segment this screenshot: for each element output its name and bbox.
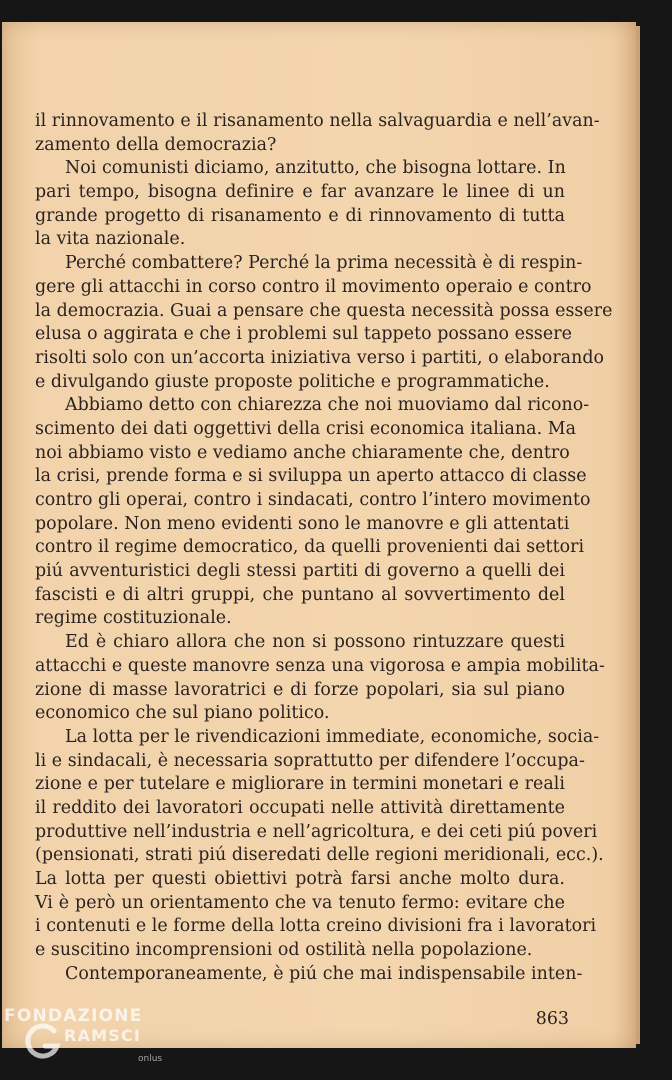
text-line: noi abbiamo visto e vediamo anche chiaramente che, dentro: [35, 442, 570, 463]
text-line: gere gli attacchi in corso contro il movimento operaio e contro: [35, 276, 592, 297]
page-number: 863: [535, 1009, 569, 1029]
text-line: La lotta per questi obiettivi potrà farsi anche molto dura.: [35, 869, 565, 889]
text-line: regime costituzionale.: [35, 608, 232, 629]
text-line: il rinnovamento e il risanamento nella salvaguardia e nell’avan-: [35, 111, 600, 131]
text-line: zamento della democrazia?: [35, 134, 277, 155]
page-edge: [636, 26, 640, 1044]
text-line: Abbiamo detto con chiarezza che noi muoviamo dal ricono-: [65, 395, 590, 416]
watermark-title: FONDAZIONE: [4, 1006, 143, 1026]
text-line: Noi comunisti diciamo, anzitutto, che bisogna lottare. In: [65, 158, 566, 179]
text-line: produttive nell’industria e nell’agricoltura, e dei ceti piú poveri: [35, 821, 598, 842]
text-line: risolti solo con un’accorta iniziativa verso i partiti, o elaborando: [35, 347, 605, 368]
text-line: economico che sul piano politico.: [35, 703, 330, 724]
text-line: grande progetto di risanamento e di rinnovamento di tutta: [35, 205, 565, 226]
watermark-onlus: onlus: [138, 1054, 163, 1064]
text-line: la democrazia. Guai a pensare che questa necessità possa essere: [35, 300, 613, 321]
text-line: la crisi, prende forma e si sviluppa un aperto attacco di classe: [35, 466, 587, 487]
text-line: zione e per tutelare e migliorare in termini monetari e reali: [35, 774, 565, 795]
watermark-subtitle: RAMSCI: [64, 1026, 142, 1045]
text-line: e divulgando giuste proposte politiche e programmatiche.: [35, 371, 550, 392]
text-line: i contenuti e le forme della lotta creino divisioni fra i lavoratori: [35, 916, 597, 937]
text-line: Contemporaneamente, è piú che mai indispensabile inten-: [65, 963, 583, 984]
text-line: fascisti e di altri gruppi, che puntano al sovvertimento del: [35, 584, 565, 605]
text-line: zione di masse lavoratrici e di forze popolari, sia sul piano: [35, 679, 565, 700]
text-line: pari tempo, bisogna definire e far avanzare le linee di un: [35, 182, 565, 203]
text-line: la vita nazionale.: [35, 229, 186, 250]
text-line: scimento dei dati oggettivi della crisi economica italiana. Ma: [35, 418, 577, 439]
text-line: Perché combattere? Perché la prima necessità è di respin-: [65, 253, 583, 274]
text-line: (pensionati, strati piú diseredati delle regioni meridionali, ecc.).: [35, 845, 604, 866]
text-line: Vi è però un orientamento che va tenuto fermo: evitare che: [35, 892, 565, 913]
text-line: contro il regime democratico, da quelli provenienti dai settori: [35, 537, 585, 558]
body-text: [35, 110, 613, 986]
watermark-logo: [2, 1004, 202, 1080]
text-line: contro gli operai, contro i sindacati, contro l’intero movimento: [35, 490, 591, 510]
text-line: Ed è chiaro allora che non si possono rintuzzare questi: [65, 632, 565, 653]
watermark-g-icon: [24, 1022, 64, 1062]
text-line: La lotta per le rivendicazioni immediate, economiche, socia-: [65, 726, 600, 747]
text-line: e suscitino incomprensioni od ostilità nella popolazione.: [35, 940, 533, 961]
text-line: il reddito dei lavoratori occupati nelle attività direttamente: [35, 797, 565, 818]
text-line: popolare. Non meno evidenti sono le manovre e gli attentati: [35, 513, 570, 534]
text-line: elusa o aggirata e che i problemi sul tappeto possano essere: [35, 324, 572, 345]
text-line: piú avventuristici degli stessi partiti di governo a quelli dei: [35, 561, 565, 582]
book-page: [2, 22, 636, 1048]
text-line: attacchi e queste manovre senza una vigorosa e ampia mobilita-: [35, 655, 605, 676]
text-line: li e sindacali, è necessaria soprattutto per difendere l’occupa-: [35, 750, 585, 771]
